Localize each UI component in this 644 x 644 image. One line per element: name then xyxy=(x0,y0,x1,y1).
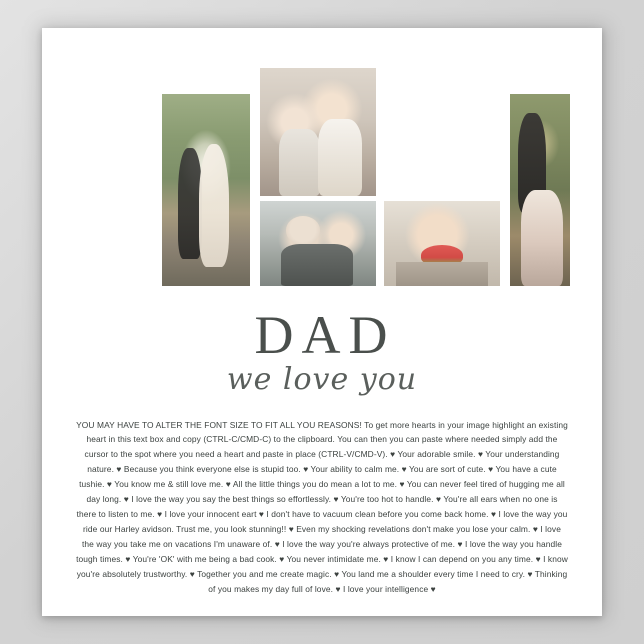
photo-grandpa-image xyxy=(260,201,376,286)
photo-watermelon-image xyxy=(384,201,500,286)
title-block xyxy=(74,305,570,397)
poster-title-main: DAD xyxy=(254,305,396,365)
photo-grandpa[interactable] xyxy=(260,201,376,286)
photo-siblings[interactable] xyxy=(260,68,376,196)
photo-couple-image xyxy=(162,94,250,286)
poster-content xyxy=(42,28,602,616)
photo-dad-daughter-image xyxy=(510,94,570,286)
photo-siblings-image xyxy=(260,68,376,196)
photo-collage xyxy=(74,68,570,286)
poster-title-script: we love you xyxy=(226,362,418,397)
photo-dad-daughter[interactable] xyxy=(510,94,570,286)
photo-couple[interactable] xyxy=(162,94,250,286)
poster xyxy=(42,28,602,616)
photo-watermelon[interactable] xyxy=(384,201,500,286)
poster-body-text: YOU MAY HAVE TO ALTER THE FONT SIZE TO FIT ALL YOU REASONS! To get more hearts in your image highlight an existing heart in this text box and copy (CTRL-C/CMD-C) to the clipboard. You can then you can paste where needed simply add the cursor to the spot where you need a heart and paste in place (CTRL-V/CMD-V). ♥ Your adorable smile. ♥ Your understanding nature. ♥ Because you think everyone else is stupid too. ♥ Your ability to calm me. ♥ You are sort of cute. ♥ You have a cute tushie. ♥ You know me & still love me. ♥ All the little things you do mean a lot to me. ♥ You can never feel tired of hugging me all day long. ♥ I love the way you say the best things so effortlessly. ♥ You're too hot to handle. ♥ You're all ears when no one is there to listen to me. ♥ I love your innocent eart ♥ I don't have to vacuum clean before you come back home. ♥ I love the way you ride our Harley avidson. Trust me, you look stunning!! ♥ Even my shocking revelations don't make you lose your calm. ♥ I love the way you take me on vacations I'm unaware of. ♥ I love the way you're always protective of me. ♥ I love the way you handle tough times. ♥ You're 'OK' with me being a bad cook. ♥ You never intimidate me. ♥ I know I can depend on you any time. ♥ I know you're absolutely trustworthy. ♥ Together you and me create magic. ♥ You land me a shoulder every time I need to cry. ♥ Thinking of you makes my day full of love. ♥ I love your intelligence ♥ xyxy=(76,419,568,594)
